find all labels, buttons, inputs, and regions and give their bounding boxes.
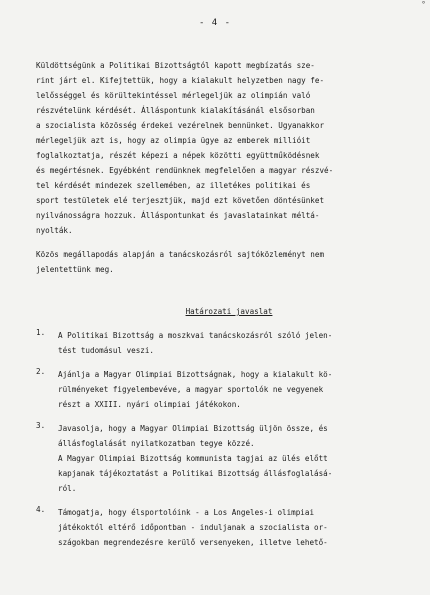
intro-paragraph-1 — [36, 58, 408, 238]
text-line: Javasolja, hogy a Magyar Olimpiai Bizottság üljön össze, és — [58, 424, 328, 433]
text-line: mérlegeljük azt is, hogy az olimpia ügye az emberek millióit — [36, 136, 311, 145]
text-line: tel kérdését mindezek szellemében, az illetékes politikai és — [36, 181, 311, 190]
text-line: rülményeket figyelembevéve, a magyar sportolók ne vegyenek — [58, 385, 324, 394]
text-line: ról. — [58, 484, 77, 493]
intro-paragraph-2 — [36, 247, 408, 277]
page-number: - 4 - — [198, 18, 232, 28]
proposal-item-2 — [36, 367, 408, 412]
proposal-item-3 — [36, 421, 408, 496]
text-line: Küldöttségünk a Politikai Bizottságtól kapott megbízatás sze- — [36, 61, 315, 70]
text-line: részt a XXIII. nyári olimpiai játékokon. — [58, 400, 241, 409]
text-line: szágokban megrendezésre kerülő versenyeken, illetve lehető- — [58, 538, 328, 547]
text-line: foglalkoztatja, részét képezi a népek közötti együttműködésnek — [36, 151, 320, 160]
text-line: tést tudomásul veszi. — [58, 346, 155, 355]
proposal-number: 4. — [36, 505, 46, 514]
corner-mark: ° — [421, 0, 426, 9]
text-line: kapjanak tájékoztatást a Politikai Bizottság állásfoglalásá- — [58, 469, 333, 478]
text-line: a szocialista közösség érdekei vezérelnek bennünket. Ugyanakkor — [36, 121, 325, 130]
proposal-number: 3. — [36, 421, 46, 430]
text-line: és megértésnek. Egyébként rendünknek megfelelően a magyar részvé- — [36, 166, 334, 175]
text-line: nyilvánosságra hozzuk. Álláspontunkat és javaslatainkat méltá- — [36, 211, 320, 220]
text-line: Támogatja, hogy élsportolóink - a Los Angeles-i olimpiai — [58, 508, 315, 517]
proposal-item-1 — [36, 328, 408, 358]
text-line: részvételünk kérdését. Álláspontunk kialakításánál elsősorban — [36, 106, 315, 115]
text-line: nyolták. — [36, 226, 73, 235]
proposal-number: 2. — [36, 367, 46, 376]
section-heading: Határozati javaslat — [185, 307, 273, 316]
text-line: Ajánlja a Magyar Olimpiai Bizottságnak, hogy a kialakult kö- — [58, 370, 333, 379]
document-body — [36, 58, 408, 550]
text-line: rint járt el. Kifejtettük, hogy a kialakult helyzetben nagy fe- — [36, 76, 325, 85]
proposal-item-4 — [36, 505, 408, 550]
text-line: A Politikai Bizottság a moszkvai tanácskozásról szóló jelen- — [58, 331, 333, 340]
text-line: játékoktól eltérő időpontban - induljanak a szocialista or- — [58, 523, 328, 532]
proposal-number: 1. — [36, 328, 46, 337]
text-line: lelősséggel és körültekintéssel mérlegeljük az olimpián való — [36, 91, 311, 100]
text-line: A Magyar Olimpiai Bizottság kommunista tagjai az ülés előtt — [58, 454, 328, 463]
text-line: sport testületek elé terjesztjük, majd ezt követően döntésünket — [36, 196, 325, 205]
text-line: Közös megállapodás alapján a tanácskozásról sajtóközleményt nem — [36, 250, 325, 259]
text-line: állásfoglalását nyilatkozatban tegye közzé. — [58, 439, 255, 448]
text-line: jelentettünk meg. — [36, 265, 114, 274]
